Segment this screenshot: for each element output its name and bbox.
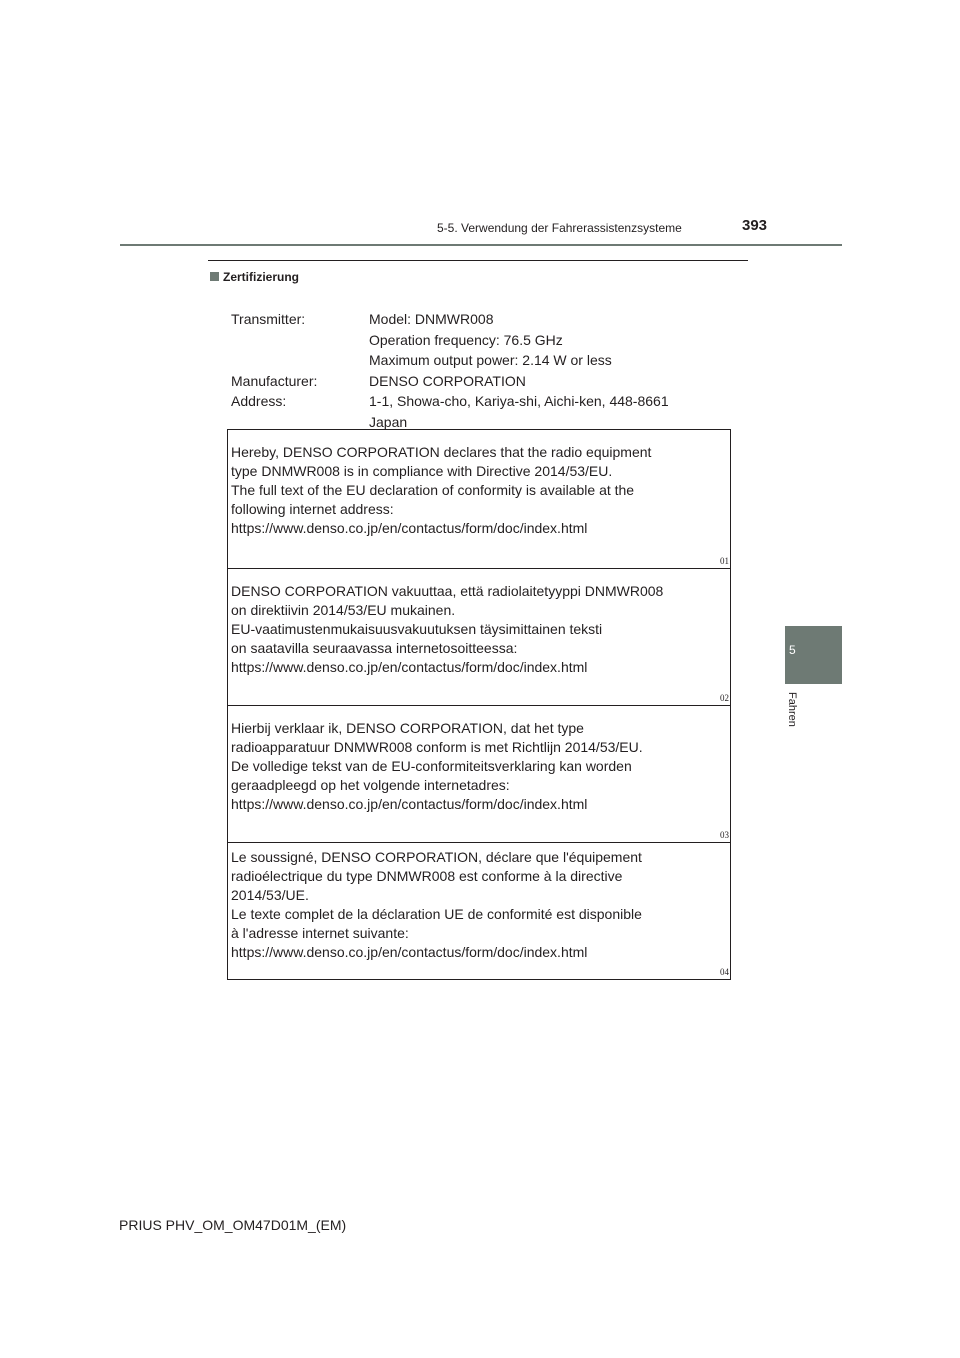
chapter-tab-number: 5	[789, 643, 796, 657]
declaration-number: 03	[720, 830, 729, 840]
spec-label: Transmitter:	[231, 311, 306, 327]
spec-block	[231, 309, 669, 432]
declaration-table	[227, 429, 731, 980]
declaration-box	[228, 843, 730, 979]
declaration-text: Le soussigné, DENSO CORPORATION, déclare que l'équipement radioélectrique du type DNMWR008 est conforme à la directive 2014/53/UE. Le texte complet de la déclaration UE de conformité est disponible à l'adresse internet suivante: https://www.denso.co.jp/en/contactus/form/doc/index.html	[231, 849, 642, 960]
section-divider	[208, 260, 748, 261]
spec-label: Manufacturer:	[231, 372, 318, 389]
declaration-text: DENSO CORPORATION vakuuttaa, että radiolaitetyyppi DNMWR008 on direktiivin 2014/53/EU mukainen. EU-vaatimustenmukaisuusvakuutuksen täysimittainen teksti on saatavilla seuraavassa internetosoitteessa: https://www.denso.co.jp/en/contactus/form/doc/index.html	[231, 583, 664, 675]
header-divider	[120, 244, 842, 246]
declaration-number: 04	[720, 967, 729, 977]
section-heading	[210, 270, 299, 284]
footer-text: PRIUS PHV_OM_OM47D01M_(EM)	[119, 1217, 347, 1233]
spec-label	[231, 350, 369, 371]
declaration-box	[228, 569, 730, 706]
declaration-text: Hereby, DENSO CORPORATION declares that the radio equipment type DNMWR008 is in compliance with Directive 2014/53/EU. The full text of the EU declaration of conformity is available at the following internet address: https://www.denso.co.jp/en/contactus/form/doc/index.html	[231, 444, 652, 536]
declaration-number: 02	[720, 693, 729, 703]
declaration-text: Hierbij verklaar ik, DENSO CORPORATION, dat het type radioapparatuur DNMWR008 conform is met Richtlijn 2014/53/EU. De volledige tekst van de EU-conformiteitsverklaring kan worden geraadpleegd op het volgende internetadres: https://www.denso.co.jp/en/contactus/form/doc/index.html	[231, 720, 643, 812]
section-title: 5-5. Verwendung der Fahrerassistenzsysteme	[437, 221, 682, 235]
spec-value: Japan	[369, 413, 408, 430]
spec-value: Maximum output power: 2.14 W or less	[369, 352, 612, 368]
square-bullet-icon	[210, 272, 219, 281]
declaration-box	[228, 706, 730, 843]
spec-row	[231, 330, 669, 351]
section-heading-text: Zertifizierung	[223, 270, 300, 284]
spec-value: DENSO CORPORATION	[369, 372, 526, 389]
spec-label: Address:	[231, 393, 287, 409]
spec-row	[231, 391, 669, 412]
spec-value: Operation frequency: 76.5 GHz	[369, 331, 563, 348]
spec-row	[231, 309, 669, 330]
declaration-box	[228, 430, 730, 569]
spec-row	[231, 371, 669, 392]
page-number: 393	[742, 217, 768, 234]
spec-value: Model: DNMWR008	[369, 311, 494, 327]
spec-label	[231, 330, 369, 351]
spec-row	[231, 350, 669, 371]
chapter-tab-label: Fahren	[786, 692, 798, 727]
declaration-number: 01	[720, 556, 729, 566]
spec-value: 1-1, Showa-cho, Kariya-shi, Aichi-ken, 448-8661	[369, 393, 669, 409]
